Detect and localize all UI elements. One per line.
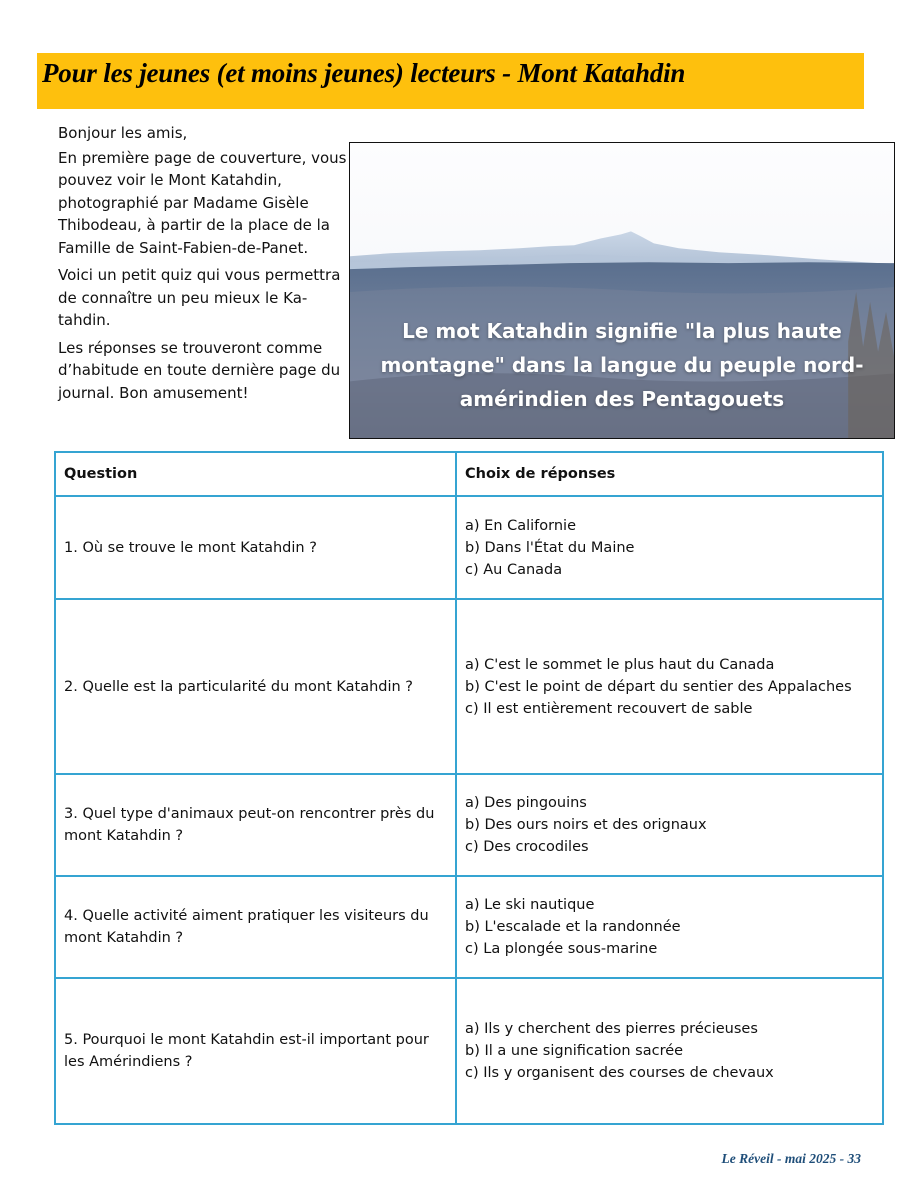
choices-cell [456, 774, 883, 876]
page-footer: Le Réveil - mai 2025 - 33 [721, 1151, 861, 1166]
title-banner [37, 53, 864, 109]
answer-choice: c) Il est entièrement recouvert de sable [465, 700, 753, 717]
answer-choice: b) Dans l'État du Maine [465, 539, 635, 556]
intro-text [58, 122, 348, 409]
photo-caption: Le mot Katahdin signifie "la plus haute montagne" dans la langue du peuple nord-amérindien des Pentagouets [380, 319, 864, 411]
answer-choice: a) Le ski nautique [465, 897, 595, 913]
answer-choice: b) Des ours noirs et des orignaux [465, 817, 707, 833]
intro-paragraph-3: Les réponses se trouveront comme d’habitude en toute dernière page du journal. Bon amusement! [58, 338, 341, 402]
question-cell: 5. Pourquoi le mont Katahdin est-il important pour les Amérindiens ? [55, 978, 456, 1124]
answer-choice: a) Des pingouins [465, 795, 587, 811]
table-row [55, 876, 883, 978]
quiz-table [54, 451, 884, 1125]
question-cell: 3. Quel type d'animaux peut-on rencontrer près du mont Katahdin ? [55, 774, 456, 876]
answer-choice: a) Ils y cherchent des pierres précieuses [465, 1021, 758, 1037]
answer-choice: c) Ils y organisent des courses de chevaux [465, 1065, 774, 1081]
katahdin-photo [349, 142, 895, 439]
intro-greeting: Bonjour les amis, [58, 124, 188, 142]
page-title: Pour les jeunes (et moins jeunes) lecteurs - Mont Katahdin [42, 58, 686, 88]
answer-choice: c) La plongée sous-marine [465, 941, 658, 957]
choices-cell [456, 599, 883, 774]
column-header-choices: Choix de réponses [456, 452, 883, 496]
answer-choice: b) C'est le point de départ du sentier des Appalaches [465, 678, 852, 695]
choices-cell [456, 496, 883, 599]
question-cell: 4. Quelle activité aiment pratiquer les visiteurs du mont Katahdin ? [55, 876, 456, 978]
intro-paragraph-2: Voici un petit quiz qui vous permettra de connaître un peu mieux le Ka-tahdin. [58, 266, 341, 329]
question-cell: 2. Quelle est la particularité du mont Katahdin ? [55, 599, 456, 774]
answer-choice: b) Il a une signification sacrée [465, 1043, 684, 1059]
table-header-row [55, 452, 883, 496]
table-row [55, 978, 883, 1124]
choices-cell [456, 876, 883, 978]
answer-choice: b) L'escalade et la randonnée [465, 919, 681, 935]
table-row [55, 774, 883, 876]
table-row [55, 599, 883, 774]
answer-choice: c) Au Canada [465, 561, 563, 578]
intro-paragraph-1: En première page de couverture, vous pouvez voir le Mont Katahdin, photographié par Madame Gisèle Thibodeau, à partir de la place de la Famille de Saint-Fabien-de-Panet. [58, 148, 347, 257]
question-cell: 1. Où se trouve le mont Katahdin ? [55, 496, 456, 599]
answer-choice: a) En Californie [465, 517, 577, 534]
column-header-question: Question [55, 452, 456, 496]
answer-choice: c) Des crocodiles [465, 839, 589, 855]
table-row [55, 496, 883, 599]
choices-cell [456, 978, 883, 1124]
answer-choice: a) C'est le sommet le plus haut du Canada [465, 656, 775, 673]
